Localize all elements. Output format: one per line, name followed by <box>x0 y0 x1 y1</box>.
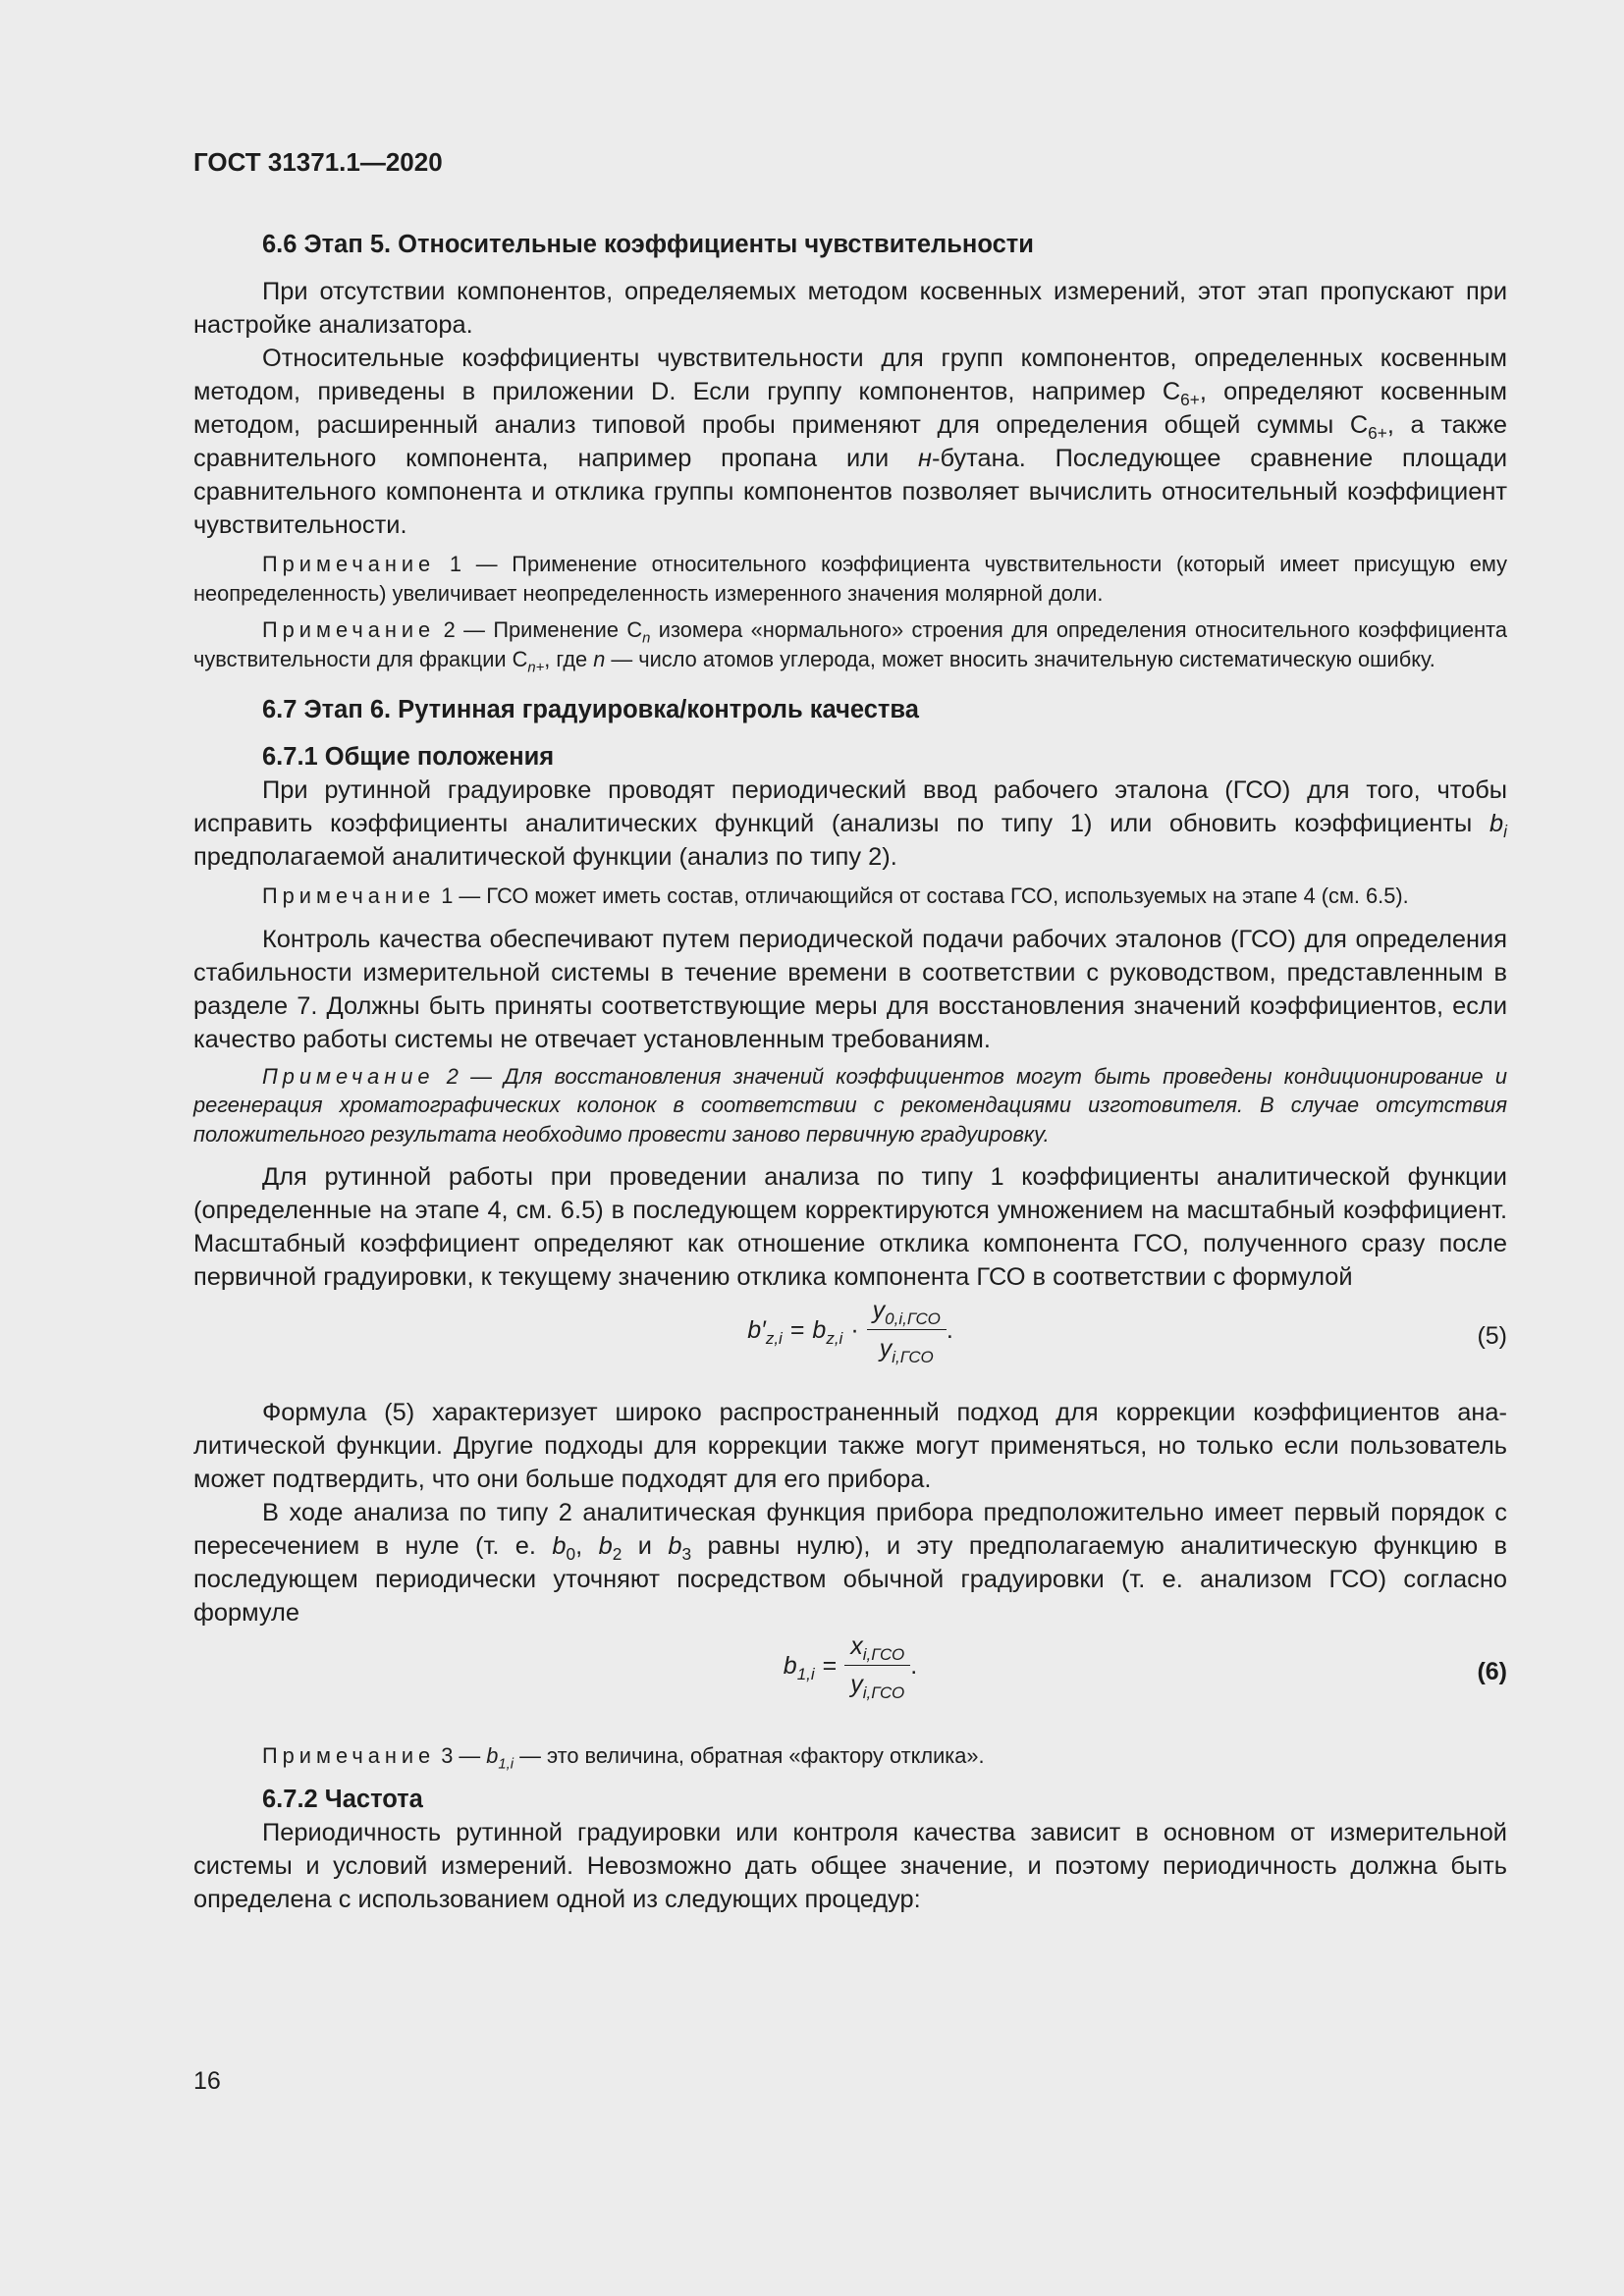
page-number: 16 <box>193 2067 221 2095</box>
paragraph: Формула (5) характеризует широко распространенный подход для коррекции коэффициентов аналитической функции. Другие подходы для коррекции также могут применяться, но только если пользователь может подтвердить, что они больше подходят для его прибора. <box>193 1399 1507 1493</box>
equation-number: (6) <box>1477 1658 1507 1685</box>
note: Примечание 2 — Для восстановления значений коэффициентов могут быть проведены кондиционирование и регенерация хроматографических колонок в соответствии с рекомендациями изготовителя. В случае отсутствия положительного результата необходимо провести заново первичную градуировку. <box>193 1063 1507 1147</box>
paragraph: Относительные коэффициенты чувствительности для групп компонентов, определенных косвенным методом, приведены в приложении D. Если группу компонентов, например $C_{6+}$, определяют косвенным методом, расширенный анализ типовой пробы применяют для определения общей суммы $C_{6+}$, а также сравнительного компонента, например пропана или н-бутана. Последующее сравнение площади сравнительного компонента и отклика группы компонентов позволяет вычислить относительный коэффициент чувствительности. <box>193 345 1508 539</box>
paragraph: Для рутинной работы при проведении анализа по типу 1 коэффициенты аналитической функции (определенные на этапе 4, см. 6.5) в последующем корректируются умножением на масштабный коэффициент. Масштабный коэффициент определяют как отношение отклика компонента ГСО, полученного сразу после первичной градуировки, к текущему значению отклика компонента ГСО в соответствии с формулой <box>193 1163 1507 1291</box>
section-6-6-heading: 6.6 Этап 5. Относительные коэффициенты чувствительности <box>262 231 1034 258</box>
paragraph: В ходе анализа по типу 2 аналитическая функция прибора предположительно имеет первый порядок с пересечением в нуле (т. е. $b_0$, $b_2$ и $b_3$ равны нулю), и эту предполагаемую аналитическую функцию в последующем периодически уточняют посредством обычной градуировки (т. е. анализом ГСО) согласно формуле <box>193 1499 1508 1627</box>
paragraph: Периодичность рутинной градуировки или контроля качества зависит в основном от измерительной системы и условий измерений. Невозможно дать общее значение, и поэтому периодичность должна быть определена с использованием одной из следующих процедур: <box>193 1818 1507 1913</box>
paragraph: При отсутствии компонентов, определяемых методом косвенных измерений, этот этап пропускают при настройке анализатора. <box>193 278 1507 339</box>
note: Примечание 1 — ГСО может иметь состав, отличающийся от состава ГСО, используемых на этапе 4 (см. 6.5). <box>262 883 1409 908</box>
paragraph: Контроль качества обеспечивают путем периодической подачи рабочих эталонов (ГСО) для определения стабильности измерительной системы в течение времени в соответствии с руководством, представленным в разделе 7. Должны быть приняты соответствующие меры для восстановления значений коэффициентов, если качество работы системы не отвечает установленным требованиям. <box>193 925 1507 1053</box>
formula-5: $b'_{z,i}$ = $b_{z,i}$ · $\frac{y_{0,i,ГСО}}{y_{i,ГСО}}$ . (5) <box>193 1294 1507 1378</box>
equation-number: (5) <box>1477 1322 1507 1350</box>
section-6-7-heading: 6.7 Этап 6. Рутинная градуировка/контроль качества <box>262 696 919 723</box>
section-6-7-2-heading: 6.7.2 Частота <box>262 1785 423 1813</box>
paragraph: При рутинной градуировке проводят периодический ввод рабочего эталона (ГСО) для того, чтобы исправить коэффициенты аналитических функций (анализы по типу 1) или обновить коэффициенты $b_i$ предполагаемой аналитической функции (анализ по типу 2). <box>193 776 1507 871</box>
formula-6: $b_{1,i}$ = $\frac{x_{i,ГСО}}{y_{i,ГСО}}$ . (6) <box>193 1629 1507 1714</box>
section-6-7-1-heading: 6.7.1 Общие положения <box>262 743 555 771</box>
document-id: ГОСТ 31371.1—2020 <box>193 147 443 177</box>
note: Примечание 1 — Применение относительного коэффициента чувствительности (который имеет присущую ему неопределенность) увеличивает неопределенность измеренного значения молярной доли. <box>193 552 1507 606</box>
note: Примечание 2 — Применение $C_n$ изомера «нормального» строения для определения относительного коэффициента чувствительности для фракции $C_{n+}$, где n — число атомов углерода, может вносить значительную систематическую ошибку. <box>193 617 1507 675</box>
page-content <box>193 147 1507 1916</box>
note: Примечание 3 — $b_{1,i}$ — это величина, обратная «фактору отклика». <box>262 1743 985 1773</box>
